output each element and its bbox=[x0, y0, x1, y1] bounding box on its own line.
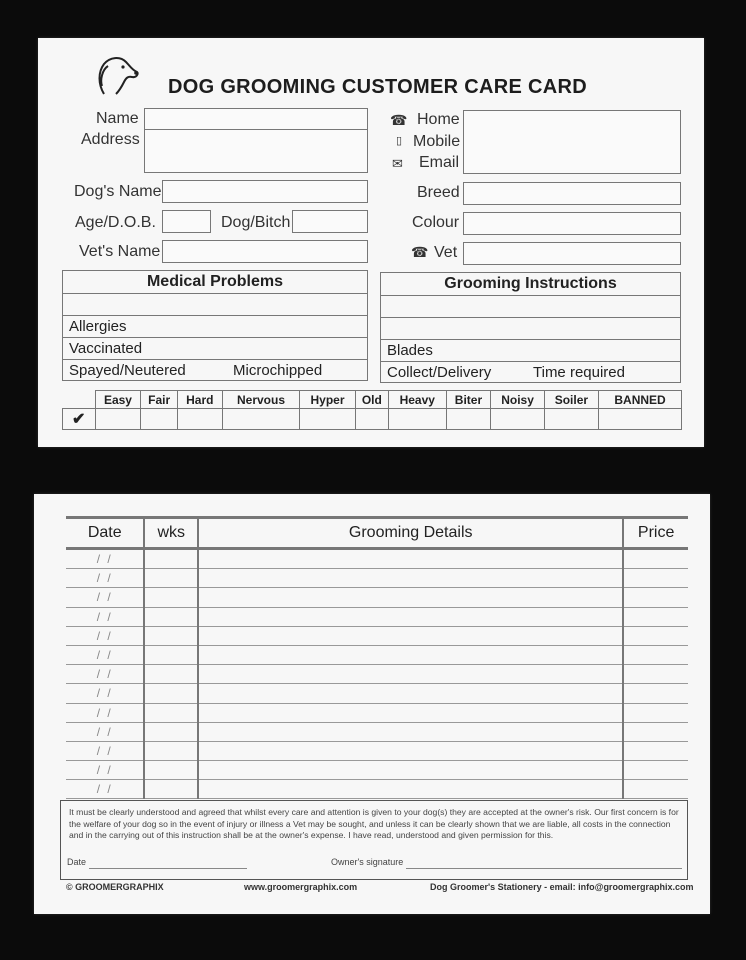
check-icon: ✔ bbox=[63, 409, 96, 430]
temperament-label: Easy bbox=[95, 391, 141, 409]
log-wks-cell[interactable] bbox=[144, 588, 198, 607]
log-details-cell[interactable] bbox=[198, 549, 623, 569]
log-details-cell[interactable] bbox=[198, 703, 623, 722]
allergies-label: Allergies bbox=[69, 318, 127, 335]
date-line[interactable] bbox=[89, 858, 247, 869]
log-row bbox=[66, 569, 688, 588]
temperament-checkbox[interactable] bbox=[544, 409, 598, 430]
date-column-header: Date bbox=[66, 518, 144, 549]
log-price-cell[interactable] bbox=[623, 741, 688, 760]
log-details-cell[interactable] bbox=[198, 588, 623, 607]
log-wks-cell[interactable] bbox=[144, 684, 198, 703]
grooming-log-table bbox=[66, 516, 688, 799]
grooming-instructions-section bbox=[380, 272, 681, 383]
colour-label: Colour bbox=[412, 214, 460, 231]
address-field-2[interactable] bbox=[144, 151, 368, 173]
home-label: Home bbox=[417, 111, 460, 128]
address-field-1[interactable] bbox=[144, 130, 368, 152]
disclaimer-box bbox=[60, 800, 688, 880]
log-price-cell[interactable] bbox=[623, 684, 688, 703]
colour-field[interactable] bbox=[463, 212, 681, 235]
log-wks-cell[interactable] bbox=[144, 607, 198, 626]
log-row bbox=[66, 722, 688, 741]
log-date-cell[interactable]: / / bbox=[66, 607, 144, 626]
grooming-instructions-heading: Grooming Instructions bbox=[381, 273, 680, 296]
footer-contact: Dog Groomer's Stationery - email: info@groomergraphix.com bbox=[430, 882, 694, 892]
temperament-label: Noisy bbox=[491, 391, 544, 409]
log-details-cell[interactable] bbox=[198, 741, 623, 760]
spayed-label: Spayed/Neutered bbox=[69, 362, 186, 379]
log-details-cell[interactable] bbox=[198, 780, 623, 799]
medical-problems-section bbox=[62, 270, 368, 381]
temperament-checkbox[interactable] bbox=[599, 409, 682, 430]
log-date-cell[interactable]: / / bbox=[66, 665, 144, 684]
temperament-checkbox[interactable] bbox=[491, 409, 544, 430]
vet-phone-field[interactable] bbox=[463, 242, 681, 265]
name-field[interactable] bbox=[144, 108, 368, 130]
log-date-cell[interactable]: / / bbox=[66, 761, 144, 780]
log-date-cell[interactable]: / / bbox=[66, 626, 144, 645]
details-column-header: Grooming Details bbox=[198, 518, 623, 549]
log-date-cell[interactable]: / / bbox=[66, 569, 144, 588]
log-details-cell[interactable] bbox=[198, 645, 623, 664]
log-date-cell[interactable]: / / bbox=[66, 722, 144, 741]
spayed-row[interactable] bbox=[63, 360, 367, 381]
allergies-row[interactable] bbox=[63, 316, 367, 338]
temperament-label: Fair bbox=[141, 391, 177, 409]
age-label: Age/D.O.B. bbox=[75, 214, 156, 231]
log-date-cell[interactable]: / / bbox=[66, 549, 144, 569]
log-date-cell[interactable]: / / bbox=[66, 703, 144, 722]
log-wks-cell[interactable] bbox=[144, 761, 198, 780]
microchipped-label: Microchipped bbox=[233, 362, 323, 379]
log-date-cell[interactable]: / / bbox=[66, 684, 144, 703]
dog-name-field[interactable] bbox=[162, 180, 368, 203]
card-title: DOG GROOMING CUSTOMER CARE CARD bbox=[168, 76, 587, 98]
breed-label: Breed bbox=[417, 184, 460, 201]
mobile-phone-icon: ▯ bbox=[396, 135, 403, 147]
log-wks-cell[interactable] bbox=[144, 665, 198, 684]
log-date-cell[interactable]: / / bbox=[66, 645, 144, 664]
blades-row[interactable] bbox=[381, 340, 680, 362]
vet-label: Vet bbox=[434, 244, 458, 261]
back-card bbox=[34, 494, 710, 914]
vaccinated-row[interactable] bbox=[63, 338, 367, 360]
log-wks-cell[interactable] bbox=[144, 549, 198, 569]
log-row bbox=[66, 703, 688, 722]
email-label: Email bbox=[419, 154, 460, 171]
temperament-label: Nervous bbox=[222, 391, 300, 409]
sex-field[interactable] bbox=[292, 210, 368, 233]
temperament-label: Hard bbox=[177, 391, 222, 409]
home-phone-field[interactable] bbox=[463, 110, 681, 132]
log-price-cell[interactable] bbox=[623, 722, 688, 741]
log-price-cell[interactable] bbox=[623, 588, 688, 607]
vaccinated-label: Vaccinated bbox=[69, 340, 143, 357]
log-details-cell[interactable] bbox=[198, 665, 623, 684]
disclaimer-text: It must be clearly understood and agreed that whilst every care and attention is given to your dog(s) they are accepted at the owner's risk. Our first concern is for the welfare of your dog so in the event of injury or illness a Vet may be sought, and unless it can be clearly shown that we are liable, all costs in the connection and in the carrying out of this instruction shall be at the owner's expense. I have read, understood and given permission for this. bbox=[69, 807, 679, 840]
log-row bbox=[66, 626, 688, 645]
log-price-cell[interactable] bbox=[623, 761, 688, 780]
temperament-label: Old bbox=[355, 391, 388, 409]
temperament-checkbox[interactable] bbox=[95, 409, 141, 430]
log-wks-cell[interactable] bbox=[144, 626, 198, 645]
log-wks-cell[interactable] bbox=[144, 703, 198, 722]
log-date-cell[interactable]: / / bbox=[66, 780, 144, 799]
log-details-cell[interactable] bbox=[198, 626, 623, 645]
vet-name-field[interactable] bbox=[162, 240, 368, 263]
temperament-checkbox[interactable] bbox=[141, 409, 177, 430]
log-details-cell[interactable] bbox=[198, 569, 623, 588]
log-price-cell[interactable] bbox=[623, 703, 688, 722]
log-price-cell[interactable] bbox=[623, 549, 688, 569]
name-label: Name bbox=[96, 110, 139, 127]
footer-website[interactable]: www.groomergraphix.com bbox=[244, 882, 358, 892]
log-wks-cell[interactable] bbox=[144, 722, 198, 741]
temperament-checkbox[interactable] bbox=[355, 409, 388, 430]
log-row bbox=[66, 761, 688, 780]
temperament-checkbox[interactable] bbox=[222, 409, 300, 430]
log-row bbox=[66, 645, 688, 664]
temperament-checkbox[interactable] bbox=[177, 409, 222, 430]
blades-label: Blades bbox=[387, 342, 433, 359]
email-icon: ✉ bbox=[392, 156, 403, 171]
date-signature-area bbox=[67, 857, 247, 869]
log-price-cell[interactable] bbox=[623, 626, 688, 645]
owner-signature-line[interactable] bbox=[406, 858, 682, 869]
log-row bbox=[66, 665, 688, 684]
temperament-checkbox[interactable] bbox=[300, 409, 355, 430]
grooming-row-1[interactable] bbox=[381, 296, 680, 318]
footer-copyright: © GROOMERGRAPHIX bbox=[66, 882, 164, 892]
email-field[interactable] bbox=[463, 152, 681, 174]
log-wks-cell[interactable] bbox=[144, 569, 198, 588]
vet-phone-icon: ☎ bbox=[411, 244, 429, 260]
temperament-label: Heavy bbox=[388, 391, 446, 409]
log-date-cell[interactable]: / / bbox=[66, 588, 144, 607]
front-card bbox=[38, 38, 704, 447]
mobile-label: Mobile bbox=[413, 133, 461, 150]
date-label: Date bbox=[67, 857, 87, 867]
owner-signature-label: Owner's signature bbox=[331, 857, 404, 867]
price-column-header: Price bbox=[623, 518, 688, 549]
log-details-cell[interactable] bbox=[198, 722, 623, 741]
breed-field[interactable] bbox=[463, 182, 681, 205]
medical-problems-heading: Medical Problems bbox=[63, 271, 367, 294]
log-details-cell[interactable] bbox=[198, 761, 623, 780]
log-row bbox=[66, 684, 688, 703]
temperament-checkbox[interactable] bbox=[388, 409, 446, 430]
time-required-label: Time required bbox=[533, 364, 625, 381]
temperament-checkbox[interactable] bbox=[446, 409, 491, 430]
log-price-cell[interactable] bbox=[623, 569, 688, 588]
temperament-table bbox=[62, 390, 682, 430]
sex-label: Dog/Bitch bbox=[221, 214, 291, 231]
log-date-cell[interactable]: / / bbox=[66, 741, 144, 760]
log-price-cell[interactable] bbox=[623, 665, 688, 684]
log-wks-cell[interactable] bbox=[144, 645, 198, 664]
log-row bbox=[66, 588, 688, 607]
log-price-cell[interactable] bbox=[623, 645, 688, 664]
vet-name-label: Vet's Name bbox=[79, 243, 161, 260]
temperament-label: Hyper bbox=[300, 391, 355, 409]
address-label: Address bbox=[81, 131, 140, 148]
dog-logo-icon bbox=[90, 54, 140, 98]
dog-name-label: Dog's Name bbox=[74, 183, 162, 200]
temperament-label: Biter bbox=[446, 391, 491, 409]
phone-icon: ☎ bbox=[390, 112, 408, 128]
log-wks-cell[interactable] bbox=[144, 780, 198, 799]
log-details-cell[interactable] bbox=[198, 607, 623, 626]
log-price-cell[interactable] bbox=[623, 780, 688, 799]
age-field[interactable] bbox=[162, 210, 211, 233]
collect-row[interactable] bbox=[381, 362, 680, 383]
mobile-field[interactable] bbox=[463, 131, 681, 153]
grooming-row-2[interactable] bbox=[381, 318, 680, 340]
log-row bbox=[66, 549, 688, 569]
owner-signature-area bbox=[331, 857, 682, 869]
log-details-cell[interactable] bbox=[198, 684, 623, 703]
log-wks-cell[interactable] bbox=[144, 741, 198, 760]
collect-label: Collect/Delivery bbox=[387, 364, 492, 381]
log-row bbox=[66, 741, 688, 760]
log-row bbox=[66, 607, 688, 626]
log-row bbox=[66, 780, 688, 799]
temperament-label: Soiler bbox=[544, 391, 598, 409]
wks-column-header: wks bbox=[144, 518, 198, 549]
temperament-label: BANNED bbox=[599, 391, 682, 409]
medical-blank-row[interactable] bbox=[63, 294, 367, 316]
log-price-cell[interactable] bbox=[623, 607, 688, 626]
